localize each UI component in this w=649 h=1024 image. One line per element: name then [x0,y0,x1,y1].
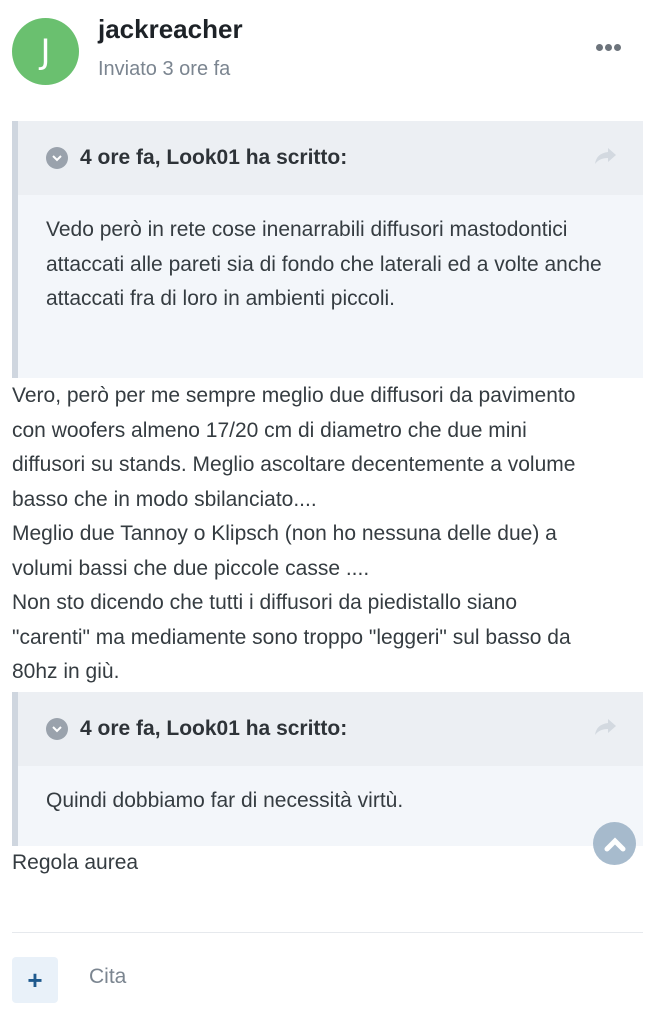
reply-line: "carenti" ma mediamente sono troppo "leggeri" sul basso da [12,625,571,649]
avatar[interactable]: J [12,18,79,85]
quote-citation: 4 ore fa, Look01 ha scritto: [80,717,348,740]
reply-line: diffusori su stands. Meglio ascoltare decentemente a volume [12,453,576,476]
quote-header [18,121,643,195]
quote-block [12,692,643,846]
scroll-to-top-button[interactable] [593,822,636,865]
chevron-down-icon[interactable] [46,147,68,169]
reply-line: volumi bassi che due piccole casse .... [12,556,370,580]
share-arrow-icon[interactable] [593,145,619,167]
quote-citation: 4 ore fa, Look01 ha scritto: [80,146,348,169]
more-options-button[interactable] [596,38,626,58]
author-name[interactable]: jackreacher [98,14,243,44]
quote-header [18,692,643,766]
chevron-up-icon [604,836,626,852]
quote-button[interactable]: Cita [89,965,127,988]
quote-body: Vedo però in rete cose inenarrabili diffusori mastodontici attaccati alle pareti sia di fondo che laterali ed a volte anche attaccati fra di loro in ambienti piccoli. [46,218,602,310]
reply-closing: Regola aurea [12,851,139,874]
chevron-down-icon[interactable] [46,718,68,740]
quote-body: Quindi dobbiamo far di necessità virtù. [46,789,404,812]
reply-text [12,379,640,690]
ellipsis-icon [596,44,603,51]
reply-line: Vero, però per me sempre meglio due diffusori da pavimento [12,384,576,407]
ellipsis-icon [605,44,612,51]
reply-line: 80hz in giù. [12,660,120,683]
reply-line: basso che in modo sbilanciato.... [12,487,317,511]
plus-icon: + [27,965,43,995]
reply-line: con woofers almeno 17/20 cm di diametro che due mini [12,418,527,442]
post-timestamp: Inviato 3 ore fa [98,58,231,80]
ellipsis-icon [614,44,621,51]
quote-block [12,121,643,378]
reply-line: Meglio due Tannoy o Klipsch (non ho nessuna delle due) a [12,522,557,545]
share-arrow-icon[interactable] [593,716,619,738]
reply-line: Non sto dicendo che tutti i diffusori da piedistallo siano [12,591,518,614]
divider [12,932,643,933]
multiquote-button[interactable] [12,957,58,1003]
